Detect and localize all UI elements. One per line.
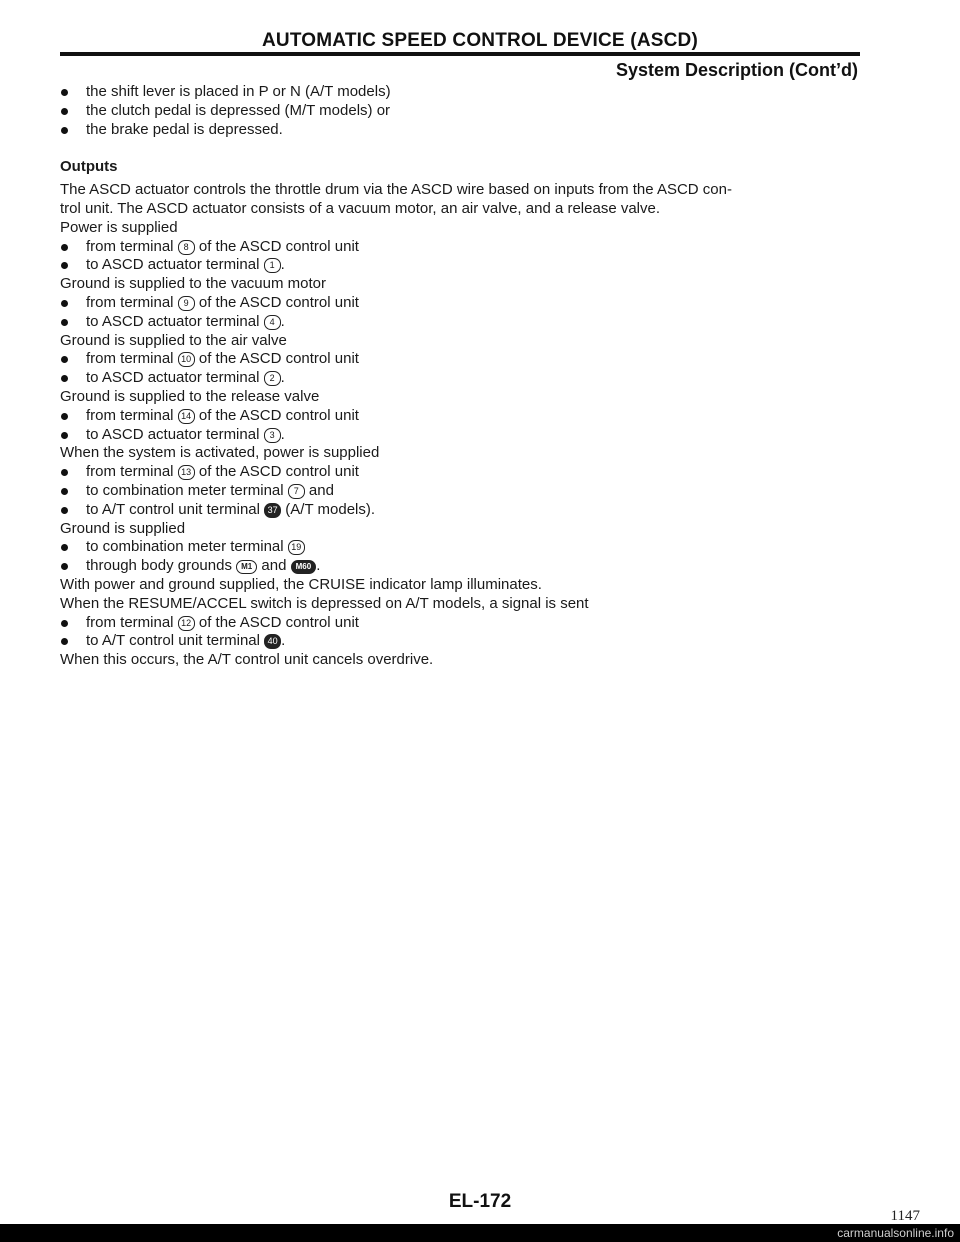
text-run: from terminal [86,293,178,311]
text-run: to ASCD actuator terminal [86,312,264,330]
bullet-dot-icon [61,89,68,96]
bullet-dot-icon [61,469,68,476]
text-run: from terminal [86,406,178,424]
paragraph-line [60,219,870,238]
text-run: of the ASCD control unit [194,463,359,481]
terminal-number-badge: 40 [264,634,281,649]
section-subheading [60,158,870,177]
section-title: System Description (Cont’d) [615,60,858,80]
text-run: of the ASCD control unit [194,613,359,631]
bullet-item [60,463,870,482]
bullet-dot-icon [61,544,68,551]
text-run: to A/T control unit terminal [86,632,265,650]
text-run: . [280,256,285,274]
terminal-number-badge: 2 [264,371,281,386]
text-run: the clutch pedal is depressed (M/T models) or [86,101,391,119]
paragraph-line [60,595,870,614]
bullet-item [60,83,870,102]
text-run: Outputs [60,158,118,176]
bullet-dot-icon [61,563,68,570]
terminal-number-badge: 1 [264,258,281,273]
paragraph-line [60,275,870,294]
terminal-number-badge: 3 [264,428,281,443]
bullet-item [60,256,870,275]
bullet-item [60,538,870,557]
bullet-item [60,238,870,257]
bullet-item [60,632,870,651]
text-run: of the ASCD control unit [194,350,359,368]
text-run: to combination meter terminal [86,481,288,499]
bullet-dot-icon [61,262,68,269]
bullet-item [60,102,870,121]
text-run: With power and ground supplied, the CRUISE indicator lamp illuminates. [60,575,542,593]
bullet-dot-icon [61,375,68,382]
terminal-number-badge: 19 [288,540,305,555]
paragraph-line [60,181,870,200]
paragraph-line [60,444,870,463]
bullet-dot-icon [61,244,68,251]
terminal-number-badge: 7 [288,484,305,499]
paragraph-line [60,651,870,670]
bullet-item [60,369,870,388]
terminal-number-badge: 12 [178,616,195,631]
page-code: EL-172 [448,1191,512,1212]
ground-point-badge: M60 [291,560,317,574]
text-run: The ASCD actuator controls the throttle drum via the ASCD wire based on inputs from the ASCD con- [60,181,732,199]
header-rule [60,52,860,56]
page-number: 1147 [890,1208,920,1224]
bullet-item [60,482,870,501]
paragraph-line [60,576,870,595]
bullet-item [60,313,870,332]
bullet-dot-icon [61,300,68,307]
text-run: . [280,312,285,330]
text-run: Ground is supplied to the air valve [60,331,287,349]
text-run: the shift lever is placed in P or N (A/T models) [86,83,391,100]
text-run: to ASCD actuator terminal [86,425,264,443]
page-header-title: AUTOMATIC SPEED CONTROL DEVICE (ASCD) [262,30,698,51]
bullet-item [60,350,870,369]
text-run: through body grounds [86,557,237,575]
bullet-dot-icon [61,127,68,134]
text-run: . [316,557,321,575]
text-run: to combination meter terminal [86,538,288,556]
text-run: the brake pedal is depressed. [86,120,283,138]
text-run: . [280,369,285,387]
bullet-dot-icon [61,108,68,115]
bullet-dot-icon [61,620,68,627]
bullet-dot-icon [61,432,68,439]
watermark: carmanualsonline.info [837,1226,954,1240]
bullet-item [60,121,870,140]
text-run: of the ASCD control unit [194,237,359,255]
terminal-number-badge: 9 [178,296,195,311]
paragraph-line [60,520,870,539]
text-run: to ASCD actuator terminal [86,256,264,274]
text-run: (A/T models). [281,500,376,518]
bullet-dot-icon [61,413,68,420]
text-run: of the ASCD control unit [194,293,359,311]
text-run: Ground is supplied to the release valve [60,387,320,405]
bullet-dot-icon [61,488,68,495]
text-run: and [304,481,334,499]
bullet-dot-icon [61,507,68,514]
terminal-number-badge: 37 [264,503,281,518]
terminal-number-badge: 4 [264,315,281,330]
text-run: Power is supplied [60,218,178,236]
text-run: trol unit. The ASCD actuator consists of a vacuum motor, an air valve, and a release valve. [60,199,661,217]
terminal-number-badge: 13 [178,465,195,480]
text-run: Ground is supplied [60,519,186,537]
paragraph-line [60,332,870,351]
paragraph-line [60,388,870,407]
terminal-number-badge: 8 [178,240,195,255]
text-run: When the system is activated, power is supplied [60,444,380,462]
bullet-dot-icon [61,638,68,645]
paragraph-line [60,200,870,219]
text-run: from terminal [86,463,178,481]
text-run: to ASCD actuator terminal [86,369,264,387]
text-run: to A/T control unit terminal [86,500,265,518]
bullet-dot-icon [61,319,68,326]
ground-point-badge: M1 [236,560,257,574]
text-run: from terminal [86,613,178,631]
bullet-item [60,426,870,445]
terminal-number-badge: 14 [178,409,195,424]
text-run: from terminal [86,237,178,255]
bullet-item [60,557,870,576]
text-run: of the ASCD control unit [194,406,359,424]
text-run: from terminal [86,350,178,368]
bullet-item [60,614,870,633]
text-run: When the RESUME/ACCEL switch is depressed on A/T models, a signal is sent [60,594,589,612]
footer-bar [0,1224,960,1242]
text-run: When this occurs, the A/T control unit cancels overdrive. [60,651,434,669]
bullet-item [60,501,870,520]
text-run: and [257,557,291,575]
bullet-item [60,294,870,313]
text-run: Ground is supplied to the vacuum motor [60,275,326,293]
bullet-dot-icon [61,356,68,363]
body-text [60,83,870,670]
text-run: . [280,425,285,443]
bullet-item [60,407,870,426]
terminal-number-badge: 10 [178,352,195,367]
text-run: . [281,632,286,650]
